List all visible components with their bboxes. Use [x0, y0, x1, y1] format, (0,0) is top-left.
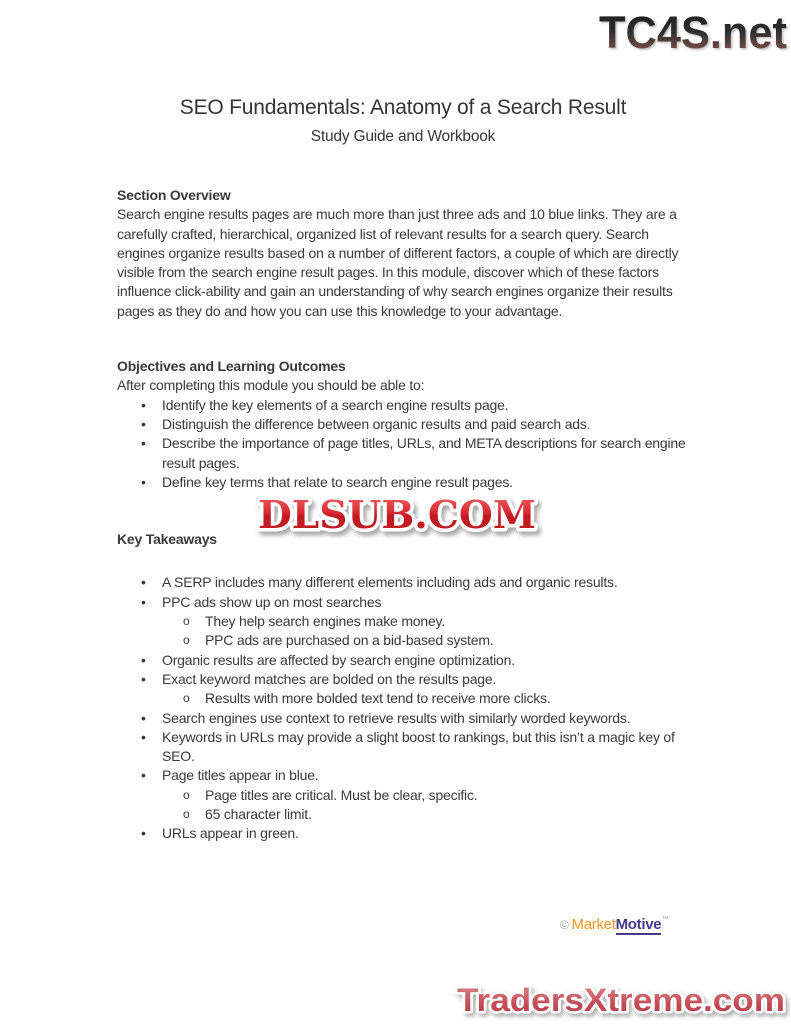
- list-item: • Exact keyword matches are bolded on the results page.: [117, 670, 689, 689]
- tc4s-watermark-text: TC4S.net: [599, 7, 788, 57]
- list-item: • PPC ads show up on most searches: [117, 593, 689, 612]
- list-item: o Page titles are critical. Must be clear, specific.: [117, 786, 689, 805]
- tradersxtreme-watermark-text: TradersXtreme.com: [457, 982, 785, 1018]
- list-item: • URLs appear in green.: [117, 824, 689, 843]
- list-item: o PPC ads are purchased on a bid-based system.: [117, 631, 689, 650]
- list-item: o They help search engines make money.: [117, 612, 689, 631]
- list-item: • Page titles appear in blue.: [117, 766, 689, 785]
- list-item: • Define key terms that relate to search engine result pages.: [117, 473, 689, 492]
- list-item: • Keywords in URLs may provide a slight boost to rankings, but this isn’t a magic key of SEO.: [117, 728, 689, 767]
- brand-market: Market: [571, 916, 616, 933]
- trademark-symbol: ™: [661, 916, 669, 923]
- list-item: • Organic results are affected by search engine optimization.: [117, 651, 689, 670]
- marketmotive-logo: [560, 916, 668, 933]
- copyright-icon: ©: [560, 918, 569, 932]
- list-item: o 65 character limit.: [117, 805, 689, 824]
- page-subtitle: Study Guide and Workbook: [310, 128, 496, 145]
- dlsub-watermark: [251, 483, 543, 548]
- tc4s-watermark: [595, 3, 791, 62]
- tradersxtreme-watermark: [450, 977, 791, 1024]
- tradersxtreme-watermark-graphic: [450, 977, 791, 1023]
- list-item: o Results with more bolded text tend to receive more clicks.: [117, 689, 689, 708]
- document-content: [117, 95, 689, 844]
- list-item: • Distinguish the difference between organic results and paid search ads.: [117, 415, 689, 434]
- list-item: • Identify the key elements of a search engine results page.: [117, 396, 689, 415]
- list-item: • Search engines use context to retrieve results with similarly worded keywords.: [117, 709, 689, 728]
- dlsub-watermark-text: DLSUB.COM: [258, 492, 536, 537]
- section-heading-overview: Section Overview: [117, 187, 231, 203]
- section-heading-objectives: Objectives and Learning Outcomes: [117, 358, 346, 375]
- brand-motive: Motive: [615, 916, 662, 933]
- takeaways-list: [117, 573, 689, 843]
- list-item: • A SERP includes many different elements including ads and organic results.: [117, 573, 689, 592]
- objectives-intro: After completing this module you should be able to:: [117, 377, 425, 394]
- list-item: • Describe the importance of page titles, URLs, and META descriptions for search engine result pages.: [117, 434, 689, 473]
- section-overview-paragraph: Search engine results pages are much more than just three ads and 10 blue links. They are a carefully crafted, hierarchical, organized list of relevant results for a search query. Search engines organize results based on a number of different factors, a couple of which are directly visible from the search engine result pages. In this module, discover which of these factors influence click-ability and gain an understanding of why search engines organize their results pages as they do and how you can use this knowledge to your advantage.: [117, 206, 679, 319]
- objectives-list: [117, 396, 689, 492]
- page-title: SEO Fundamentals: Anatomy of a Search Result: [179, 96, 627, 119]
- section-heading-takeaways: Key Takeaways: [117, 531, 217, 548]
- tc4s-watermark-graphic: [595, 3, 791, 57]
- dlsub-watermark-graphic: [251, 483, 543, 543]
